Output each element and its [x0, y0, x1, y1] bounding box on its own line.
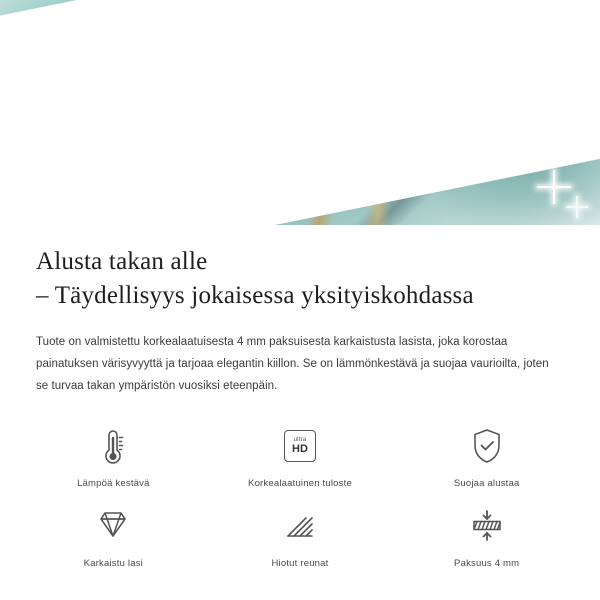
- hero-image: [0, 0, 600, 225]
- page-title-line-2: – Täydellisyys jokaisessa yksityiskohdassa: [36, 282, 474, 309]
- feature-label: Korkealaatuinen tuloste: [248, 478, 352, 489]
- ultra-hd-icon: [284, 423, 316, 469]
- feature-label: Lämpöä kestävä: [77, 478, 150, 489]
- diamond-icon: [92, 503, 134, 549]
- thickness-icon: [466, 503, 508, 549]
- ultra-hd-badge-top: ultra: [293, 437, 307, 443]
- feature-item-polished-edges: [207, 503, 394, 569]
- feature-item-tempered-glass: [20, 503, 207, 569]
- feature-item-thickness: [393, 503, 580, 569]
- feature-label: Paksuus 4 mm: [454, 558, 520, 569]
- content-section: [0, 225, 600, 397]
- feature-item-heat-resistant: [20, 423, 207, 489]
- feature-item-print-quality: [207, 423, 394, 489]
- feature-label: Hiotut reunat: [271, 558, 329, 569]
- feature-label: Suojaa alustaa: [453, 478, 520, 489]
- thermometer-icon: [93, 423, 133, 469]
- feature-grid: [0, 423, 600, 569]
- shield-check-icon: [468, 423, 506, 469]
- page-title-line-1: Alusta takan alle: [36, 248, 208, 275]
- feature-label: Karkaistu lasi: [83, 558, 143, 569]
- feature-item-surface-protection: [393, 423, 580, 489]
- page-title: [36, 225, 564, 313]
- description-paragraph: Tuote on valmistettu korkealaatuisesta 4 mm paksuisesta karkaistusta lasista, joka korostaa painatuksen värisyvyyttä ja tarjoaa elegantin kiillon. Se on lämmönkestävä ja suojaa vaurioilta, joten se turvaa takan ympäristön vuosiksi eteenpäin.: [36, 336, 549, 392]
- ultra-hd-badge-bottom: HD: [292, 443, 308, 455]
- polished-edges-icon: [280, 503, 320, 549]
